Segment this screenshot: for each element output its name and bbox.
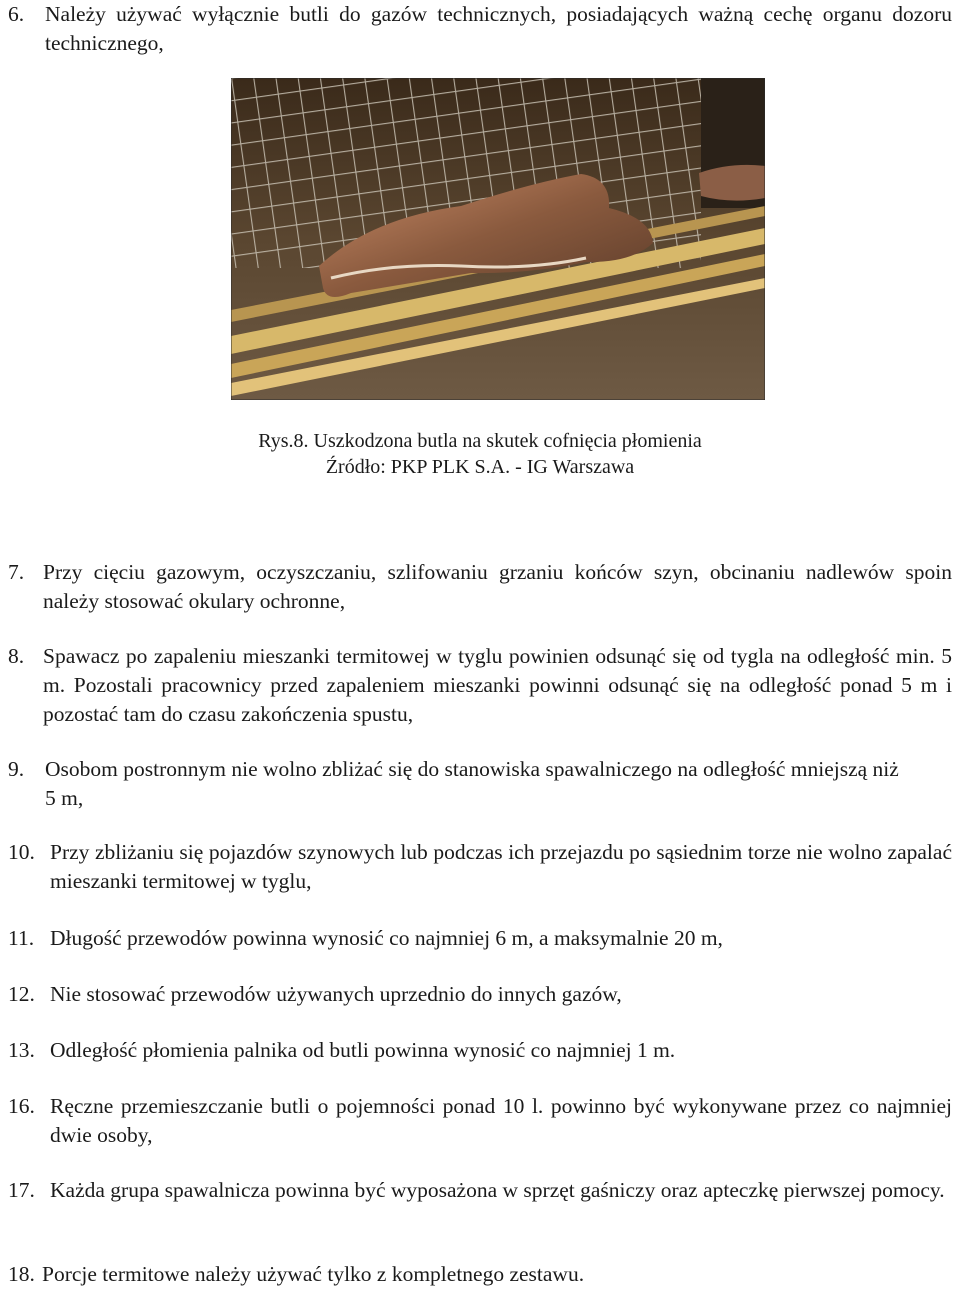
item-text: Długość przewodów powinna wynosić co najmniej 6 m, a maksymalnie 20 m, (50, 926, 723, 950)
item-number: 16. (8, 1094, 35, 1118)
item-number: 13. (8, 1038, 35, 1062)
list-item-13 (8, 1036, 952, 1065)
item-number: 11. (8, 926, 35, 950)
item-text: Każda grupa spawalnicza powinna być wyposażona w sprzęt gaśniczy oraz apteczkę pierwszej pomocy. (50, 1178, 945, 1202)
item-text: Przy cięciu gazowym, oczyszczaniu, szlifowaniu grzaniu końców szyn, obcinaniu nadlewów spoin należy stosować okulary ochronne, (43, 560, 952, 613)
item-number: 18. (8, 1262, 35, 1286)
item-number: 8. (8, 644, 25, 668)
item-text: Spawacz po zapaleniu mieszanki termitowej w tyglu powinien odsunąć się od tygla na odległość min. 5 m. Pozostali pracownicy przed zapaleniem mieszanki powinni odsunąć się na odległość ponad 5 m i pozostać tam do czasu zakończenia spustu, (43, 644, 952, 726)
item-number: 10. (8, 840, 35, 864)
list-item-9 (8, 755, 900, 813)
list-item-18 (8, 1260, 952, 1289)
item-text: Osobom postronnym nie wolno zbliżać się do stanowiska spawalniczego na odległość mniejszą niż 5 m, (45, 757, 899, 810)
damaged-cylinder-photo (231, 78, 765, 400)
item-number: 9. (8, 757, 25, 781)
item-text: Nie stosować przewodów używanych uprzednio do innych gazów, (50, 982, 622, 1006)
item-number: 12. (8, 982, 35, 1006)
figure-caption: Rys.8. Uszkodzona butla na skutek cofnięcia płomienia (258, 430, 702, 452)
list-item-10 (8, 838, 952, 896)
item-number: 7. (8, 560, 25, 584)
list-item-16 (8, 1092, 952, 1150)
item-text: Przy zbliżaniu się pojazdów szynowych lub podczas ich przejazdu po sąsiednim torze nie wolno zapalać mieszanki termitowej w tyglu, (50, 840, 952, 893)
list-item-12 (8, 980, 952, 1009)
figure-source: Źródło: PKP PLK S.A. - IG Warszawa (325, 456, 635, 478)
item-text: Należy używać wyłącznie butli do gazów technicznych, posiadających ważną cechę organu dozoru technicznego, (45, 2, 952, 55)
item-number: 17. (8, 1178, 35, 1202)
list-item-6 (8, 0, 952, 58)
item-number: 6. (8, 2, 25, 26)
list-item-7 (8, 558, 952, 616)
item-text: Odległość płomienia palnika od butli powinna wynosić co najmniej 1 m. (50, 1038, 676, 1062)
list-item-11 (8, 924, 952, 953)
list-item-8 (8, 642, 952, 729)
item-text: Porcje termitowe należy używać tylko z kompletnego zestawu. (42, 1262, 585, 1286)
item-text: Ręczne przemieszczanie butli o pojemności ponad 10 l. powinno być wykonywane przez co najmniej dwie osoby, (50, 1094, 952, 1147)
list-item-17 (8, 1176, 952, 1205)
